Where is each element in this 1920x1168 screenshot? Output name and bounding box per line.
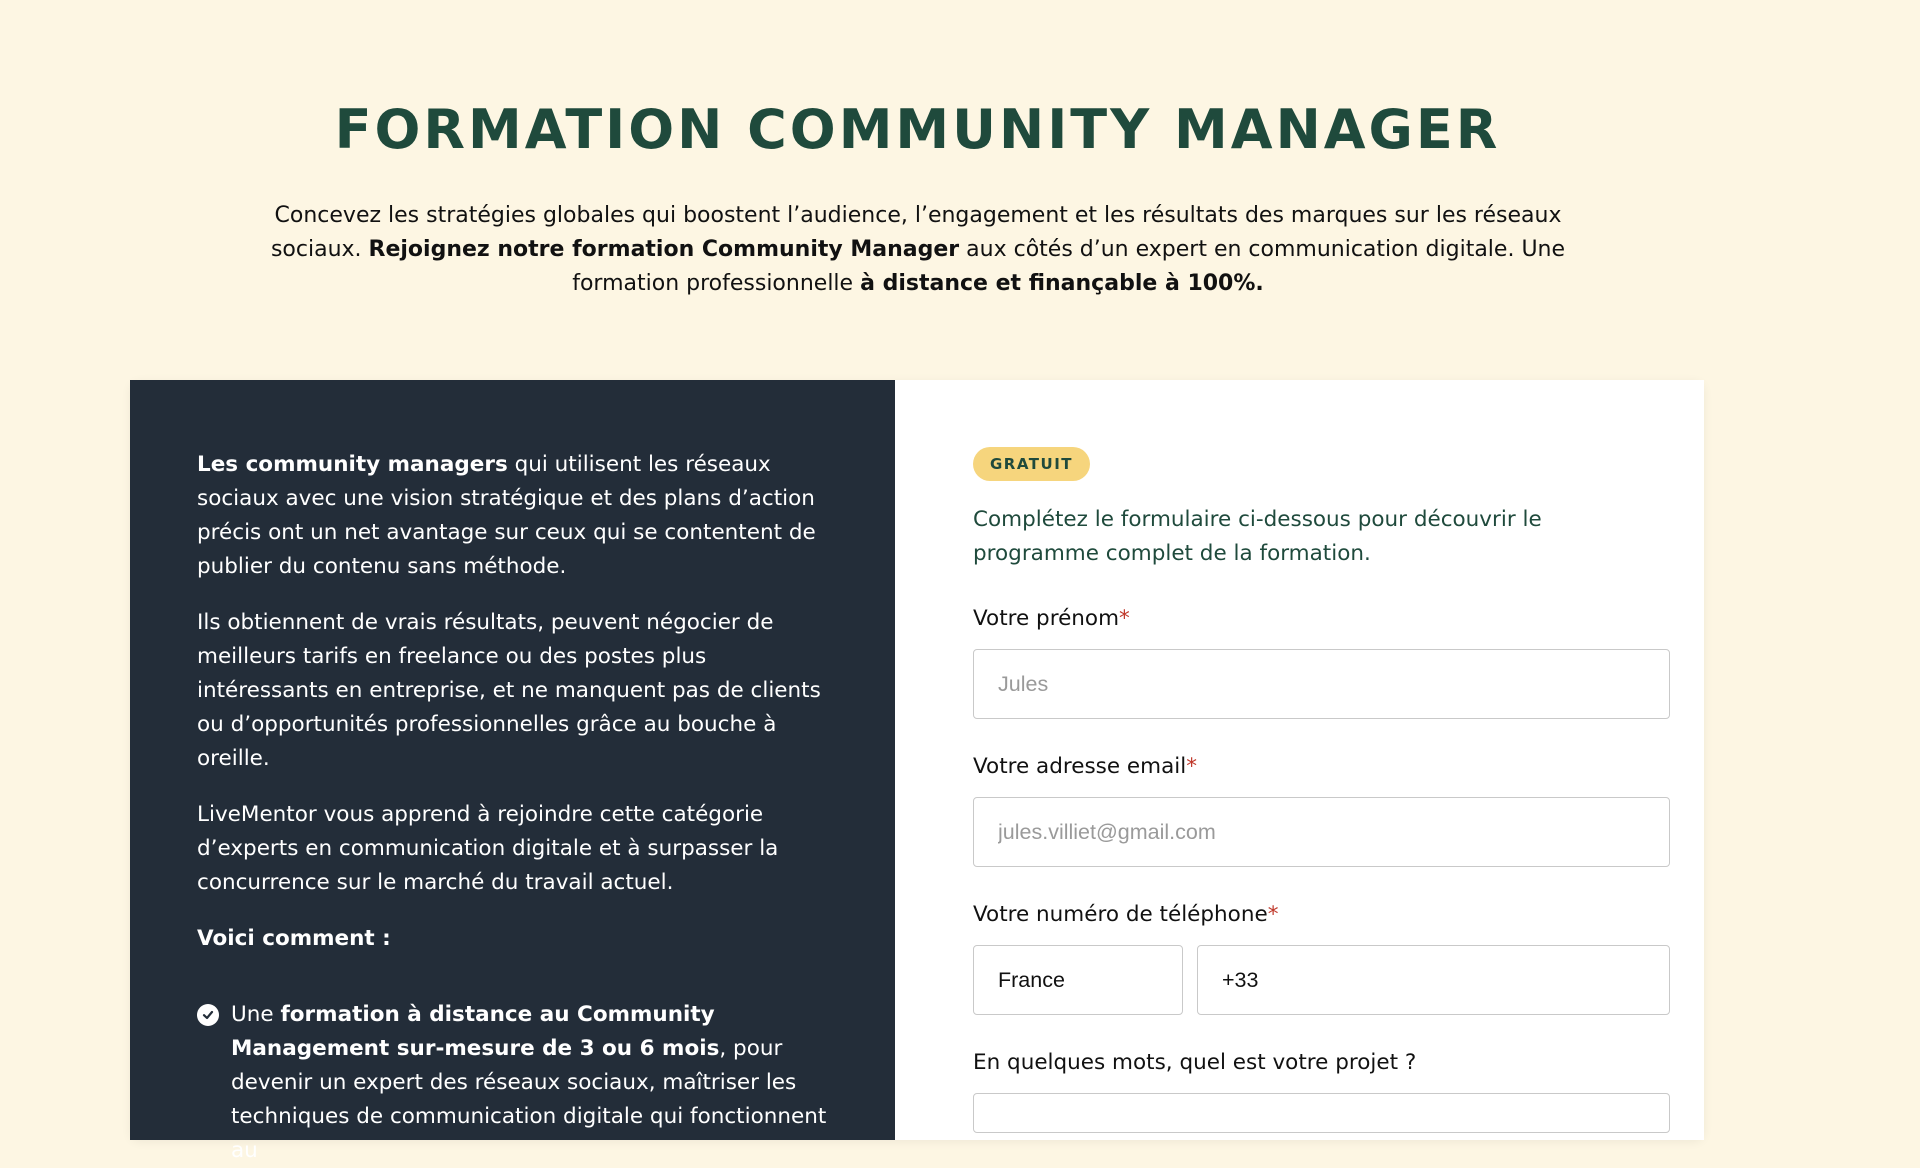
form-intro: Complétez le formulaire ci-dessous pour découvrir le programme complet de la formation. — [973, 507, 1542, 566]
bullet-rest: , pour devenir un expert des réseaux sociaux, maîtriser les techniques de communication digitale qui fonctionnent au — [231, 1036, 827, 1163]
project-textarea[interactable] — [973, 1093, 1670, 1133]
hero-desc-bold-2: à distance et finançable à 100%. — [860, 271, 1264, 296]
info-paragraph-1 — [197, 448, 827, 584]
project-label: En quelques mots, quel est votre projet ? — [973, 1050, 1417, 1075]
check-circle-icon — [197, 1004, 219, 1026]
list-item-text — [231, 998, 827, 1168]
required-mark: * — [1267, 902, 1279, 927]
phone-label — [973, 899, 1670, 931]
firstname-label — [973, 603, 1670, 635]
required-mark: * — [1186, 754, 1197, 779]
email-label-text: Votre adresse email — [973, 754, 1187, 779]
hero-desc-text-1: Concevez les stratégies globales qui boostent l’audience, l’engagement et les résultats des marques sur les réseaux sociaux. — [270, 203, 1562, 262]
required-mark: * — [1119, 606, 1130, 631]
bullet-pre: Une — [231, 1002, 281, 1027]
email-label — [973, 751, 1670, 783]
list-item — [197, 998, 827, 1168]
phone-input[interactable] — [1197, 945, 1670, 1015]
hero-desc-text-2: aux côtés d’un expert en communication digitale. Une formation professionnelle — [572, 237, 1566, 296]
info-paragraph-2: Ils obtiennent de vrais résultats, peuvent négocier de meilleurs tarifs en freelance ou des postes plus intéressants en entreprise, et ne manquent pas de clients ou d’opportunités professionnelles grâce au bouche à oreille. — [197, 610, 821, 771]
info-panel — [130, 380, 895, 1163]
hero-description — [248, 199, 1588, 301]
firstname-input[interactable] — [973, 649, 1670, 719]
voici-heading: Voici comment : — [197, 926, 391, 951]
signup-card — [130, 380, 1704, 1163]
info-paragraph-1-text: qui utilisent les réseaux sociaux avec une vision stratégique et des plans d’action précis ont un net avantage sur ceux qui se contentent de publier du contenu sans méthode. — [197, 452, 816, 579]
hero-desc-bold-1: Rejoignez notre formation Community Manager — [368, 237, 960, 262]
form-panel — [895, 380, 1704, 1140]
phone-label-text: Votre numéro de téléphone — [973, 902, 1268, 927]
bullet-bold: formation à distance au Community Management sur-mesure de 3 ou 6 mois — [231, 1002, 720, 1061]
info-paragraph-1-bold: Les community managers — [197, 452, 508, 477]
info-paragraph-3: LiveMentor vous apprend à rejoindre cette catégorie d’experts en communication digitale et à surpasser la concurrence sur le marché du travail actuel. — [197, 802, 779, 895]
free-badge: GRATUIT — [973, 447, 1090, 481]
country-select[interactable]: France — [973, 945, 1183, 1015]
phone-row — [973, 945, 1670, 1015]
firstname-label-text: Votre prénom — [973, 606, 1120, 631]
email-input[interactable] — [973, 797, 1670, 867]
page-title: FORMATION COMMUNITY MANAGER — [334, 98, 1501, 161]
